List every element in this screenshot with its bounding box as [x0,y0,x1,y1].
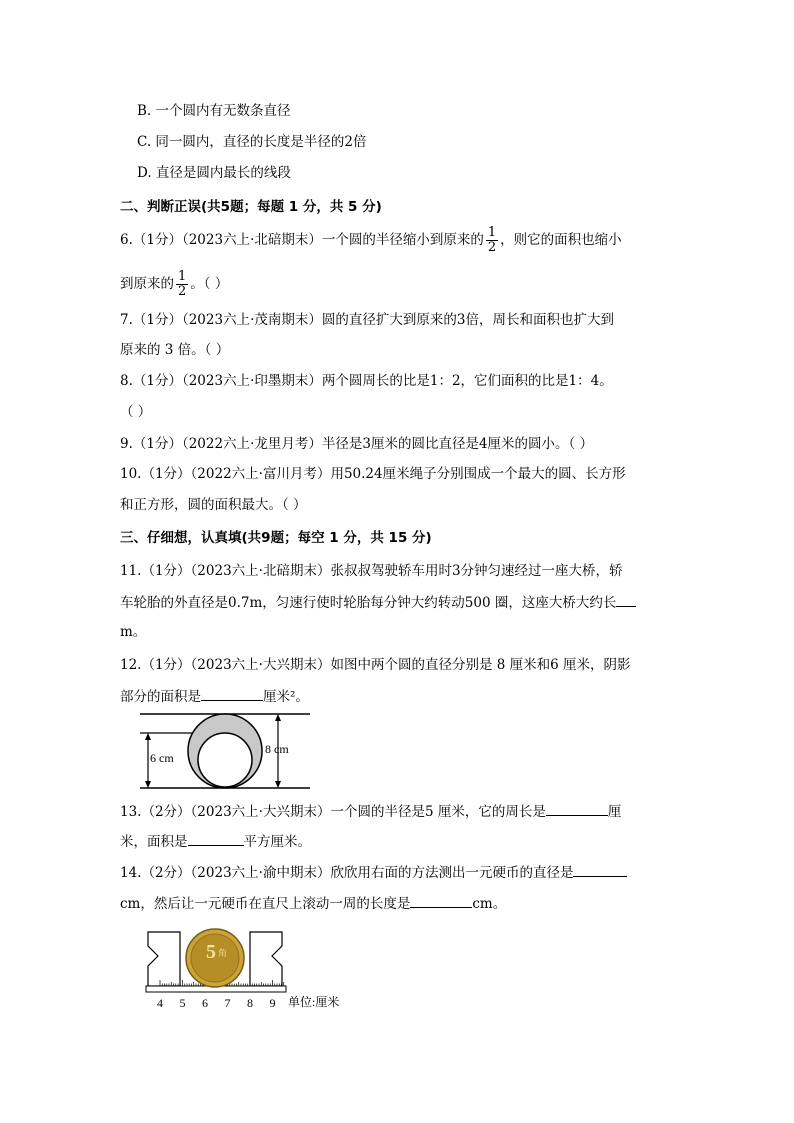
q6-fraction [486,226,498,255]
q6-text-b: ，则它的面积也缩小 [500,232,622,248]
q12-text-a: 部分的面积是 [120,689,201,705]
question-8-line-1: 8.（1分）（2023六上·印墨期末）两个圆周长的比是1：2，它们面积的比是1：4。 [120,373,613,389]
option-b: B. 一个圆内有无数条直径 [137,103,291,119]
question-12-line-1: 12.（1分）（2023六上·大兴期末）如图中两个圆的直径分别是 8 厘米和6 厘米，阴影 [120,657,631,673]
section-heading-2: 二、判断正误(共5题；每题 1 分，共 5 分) [120,199,382,215]
q13-circumference-blank[interactable] [546,801,608,816]
unit-label: 单位:厘米 [288,995,340,1009]
two-circles-figure [135,706,315,792]
small-circle [198,733,252,787]
q6-text-d: 。（ ） [190,276,229,292]
coin-ruler-figure [140,926,360,1014]
q14-text-b: cm，然后让一元硬币在直尺上滚动一周的长度是 [120,896,411,912]
question-10-line-1: 10.（1分）（2022六上·富川月考）用50.24厘米绳子分别围成一个最大的圆、长方形 [120,466,626,482]
question-11-line-2 [120,592,636,613]
question-12-line-2 [120,686,309,707]
q6-text-a: 6.（1分）（2023六上·北碚期末）一个圆的半径缩小到原来的 [120,232,484,248]
ruler-tick-label: 6 [202,996,208,1010]
ruler-tick-label: 7 [224,996,231,1010]
section-heading-3: 三、仔细想，认真填(共9题；每空 1 分，共 15 分) [120,530,432,546]
q13-text-b: 厘 [607,804,622,820]
q14-length-blank[interactable] [410,893,472,908]
question-8-line-2: （ ） [120,404,152,420]
q11-answer-blank[interactable] [616,592,636,607]
label-6cm: 6 cm [150,751,174,765]
q6-fraction-2 [176,270,188,299]
question-6-line-1 [120,226,622,255]
option-c: C. 同一圆内，直径的长度是半径的2倍 [137,134,367,150]
q6-frac2-num: 1 [178,269,187,284]
q6-frac-num: 1 [487,225,497,240]
ruler-tick-label: 4 [157,996,163,1010]
question-14-line-2 [120,893,506,914]
left-block [148,932,180,986]
q13-text-c: 米，面积是 [120,834,188,850]
ruler-tick-label: 9 [269,996,276,1010]
question-11-line-1: 11.（1分）（2023六上·北碚期末）张叔叔驾驶轿车用时3分钟匀速经过一座大桥，轿 [120,563,623,579]
question-6-line-2 [120,270,228,299]
q12-answer-blank[interactable] [201,686,263,701]
question-7-line-2: 原来的 3 倍。（ ） [120,342,230,358]
question-7-line-1: 7.（1分）（2023六上·茂南期末）圆的直径扩大到原来的3倍，周长和面积也扩大到 [120,312,614,328]
question-14-line-1 [120,862,627,883]
q6-frac-den: 2 [487,240,497,255]
label-8cm: 8 cm [265,742,289,756]
question-13-line-1 [120,801,621,822]
q14-text-c: cm。 [472,896,507,912]
q13-text-d: 平方厘米。 [243,834,311,850]
question-9: 9.（1分）（2022六上·龙里月考）半径是3厘米的圆比直径是4厘米的圆小。（ ） [120,436,594,452]
q12-text-b: 厘米²。 [263,689,309,705]
q6-frac2-den: 2 [178,284,187,299]
coin-unit: 角 [218,948,228,958]
q11-text: 车轮胎的外直径是0.7m，匀速行使时轮胎每分钟大约转动500 圈，这座大桥大约长 [120,595,617,611]
q13-area-blank[interactable] [188,831,244,846]
q6-text-c: 到原来的 [120,276,174,292]
ruler-tick-label: 8 [247,996,253,1010]
q14-diameter-blank[interactable] [573,862,627,877]
right-block [250,932,282,986]
ruler-tick-label: 5 [179,996,186,1010]
question-11-line-3: m。 [120,624,147,640]
option-d: D. 直径是圆内最长的线段 [137,165,291,181]
ruler-tick-labels [157,996,276,1010]
q14-text-a: 14.（2分）（2023六上·渝中期末）欣欣用右面的方法测出一元硬币的直径是 [120,865,574,881]
q13-text-a: 13.（2分）（2023六上·大兴期末）一个圆的半径是5 厘米，它的周长是 [120,804,546,820]
question-13-line-2 [120,831,311,852]
question-10-line-2: 和正方形，圆的面积最大。（ ） [120,497,307,513]
coin-number: 5 [206,941,216,963]
